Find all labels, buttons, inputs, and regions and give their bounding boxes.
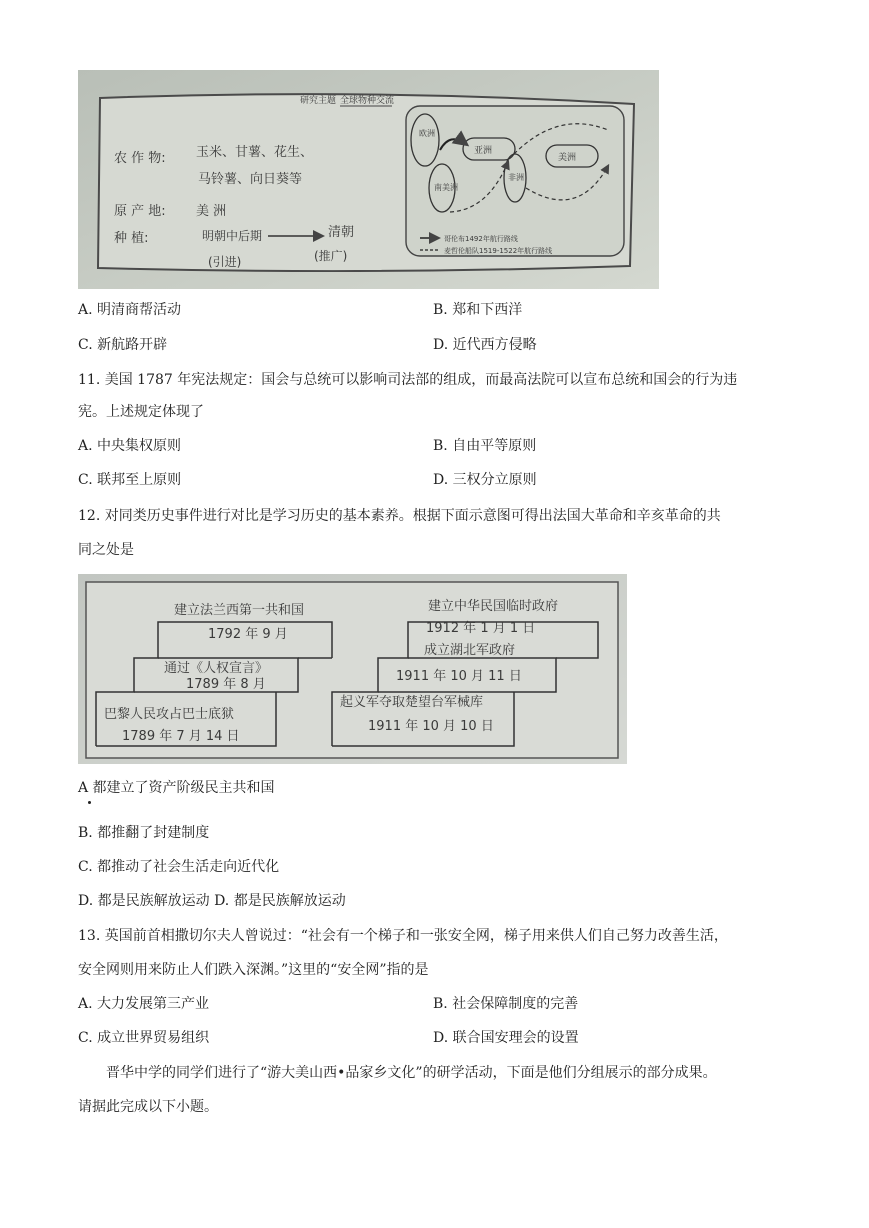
q12-option-d: D. 都是民族解放运动 D. 都是民族解放运动 <box>78 893 346 909</box>
right-step1-date: 1912 年 1 月 1 日 <box>426 621 536 636</box>
left-step3-date: 1789 年 7 月 14 日 <box>122 729 240 744</box>
right-step2-event: 成立湖北军政府 <box>424 643 516 658</box>
map-legend-b: 麦哲伦船队1519-1522年航行路线 <box>444 247 553 255</box>
q11-stem-line1: 11. 美国 1787 年宪法规定：国会与总统可以影响司法部的组成，而最高法院可以宣布总统和国会的行为违 <box>78 372 738 388</box>
figure1-row1-value-b: 马铃薯、向日葵等 <box>198 172 303 187</box>
figure1-title-label: 研究主题 <box>300 96 337 106</box>
figure1-row3-note-a: (引进) <box>208 255 242 269</box>
q10-option-a: A. 明清商帮活动 <box>78 302 182 318</box>
emphasis-dot <box>88 801 91 804</box>
q11-option-c: C. 联邦至上原则 <box>78 472 182 488</box>
q12-option-a: A 都建立了资产阶级民主共和国 <box>78 780 275 796</box>
map-label-europe: 欧洲 <box>419 129 435 138</box>
left-step3-event: 巴黎人民攻占巴士底狱 <box>104 707 235 722</box>
figure1-row1-value-a: 玉米、甘薯、花生、 <box>196 145 314 160</box>
species-exchange-figure <box>78 70 659 289</box>
q13-stem-line1: 13. 英国前首相撒切尔夫人曾说过：“社会有一个梯子和一张安全网，梯子用来供人们自己努力改善生活， <box>78 928 728 944</box>
right-step2-date: 1911 年 10 月 11 日 <box>396 669 522 684</box>
figure1-row1-label: 农 作 物: <box>114 151 166 166</box>
revolution-comparison-svg <box>78 574 627 764</box>
q12-option-b: B. 都推翻了封建制度 <box>78 825 210 841</box>
q10-option-c: C. 新航路开辟 <box>78 337 168 353</box>
q13-option-d: D. 联合国安理会的设置 <box>433 1030 579 1046</box>
q10-option-d: D. 近代西方侵略 <box>433 337 537 353</box>
figure1-row3-a: 明朝中后期 <box>202 229 263 243</box>
q11-option-d: D. 三权分立原则 <box>433 472 537 488</box>
revolution-comparison-figure <box>78 574 627 764</box>
right-step3-date: 1911 年 10 月 10 日 <box>368 719 494 734</box>
figure1-row2-value: 美 洲 <box>196 204 227 219</box>
species-exchange-svg <box>78 70 659 289</box>
right-step1-event: 建立中华民国临时政府 <box>428 599 559 614</box>
right-step3-event: 起义军夺取楚望台军械库 <box>340 695 484 710</box>
figure1-row3-b: 清朝 <box>328 225 355 240</box>
q13-option-b: B. 社会保障制度的完善 <box>433 996 579 1012</box>
q12-option-c: C. 都推动了社会生活走向近代化 <box>78 859 280 875</box>
q12-stem-line2: 同之处是 <box>78 542 134 558</box>
left-step1-date: 1792 年 9 月 <box>208 627 288 642</box>
q13-option-c: C. 成立世界贸易组织 <box>78 1030 210 1046</box>
map-label-asia: 亚洲 <box>474 146 493 156</box>
q11-option-b: B. 自由平等原则 <box>433 438 537 454</box>
map-label-america: 美洲 <box>558 153 577 163</box>
q13-option-a: A. 大力发展第三产业 <box>78 996 210 1012</box>
left-step1-event: 建立法兰西第一共和国 <box>174 603 305 618</box>
q13-stem-line2: 安全网则用来防止人们跌入深渊。”这里的“安全网”指的是 <box>78 962 429 978</box>
intro-line1: 晋华中学的同学们进行了“游大美山西•品家乡文化”的研学活动，下面是他们分组展示的部分成果。 <box>106 1065 717 1081</box>
q11-option-a: A. 中央集权原则 <box>78 438 182 454</box>
q10-option-b: B. 郑和下西洋 <box>433 302 523 318</box>
q12-stem-line1: 12. 对同类历史事件进行对比是学习历史的基本素养。根据下面示意图可得出法国大革命和辛亥革命的共 <box>78 508 721 524</box>
figure1-row3-note-b: (推广) <box>314 249 348 263</box>
left-step2-event: 通过《人权宣言》 <box>164 661 269 676</box>
figure1-row3-label: 种 植: <box>114 231 149 246</box>
map-label-south-america: 南美洲 <box>434 183 458 192</box>
q11-stem-line2: 宪。上述规定体现了 <box>78 404 204 420</box>
left-step2-date: 1789 年 8 月 <box>186 677 266 692</box>
figure1-title-value: 全球物种交流 <box>340 96 395 106</box>
intro-line2: 请据此完成以下小题。 <box>78 1099 218 1115</box>
map-legend-a: 哥伦布1492年航行路线 <box>444 235 518 243</box>
map-label-africa: 非洲 <box>508 173 524 182</box>
figure1-row2-label: 原 产 地: <box>114 204 166 219</box>
